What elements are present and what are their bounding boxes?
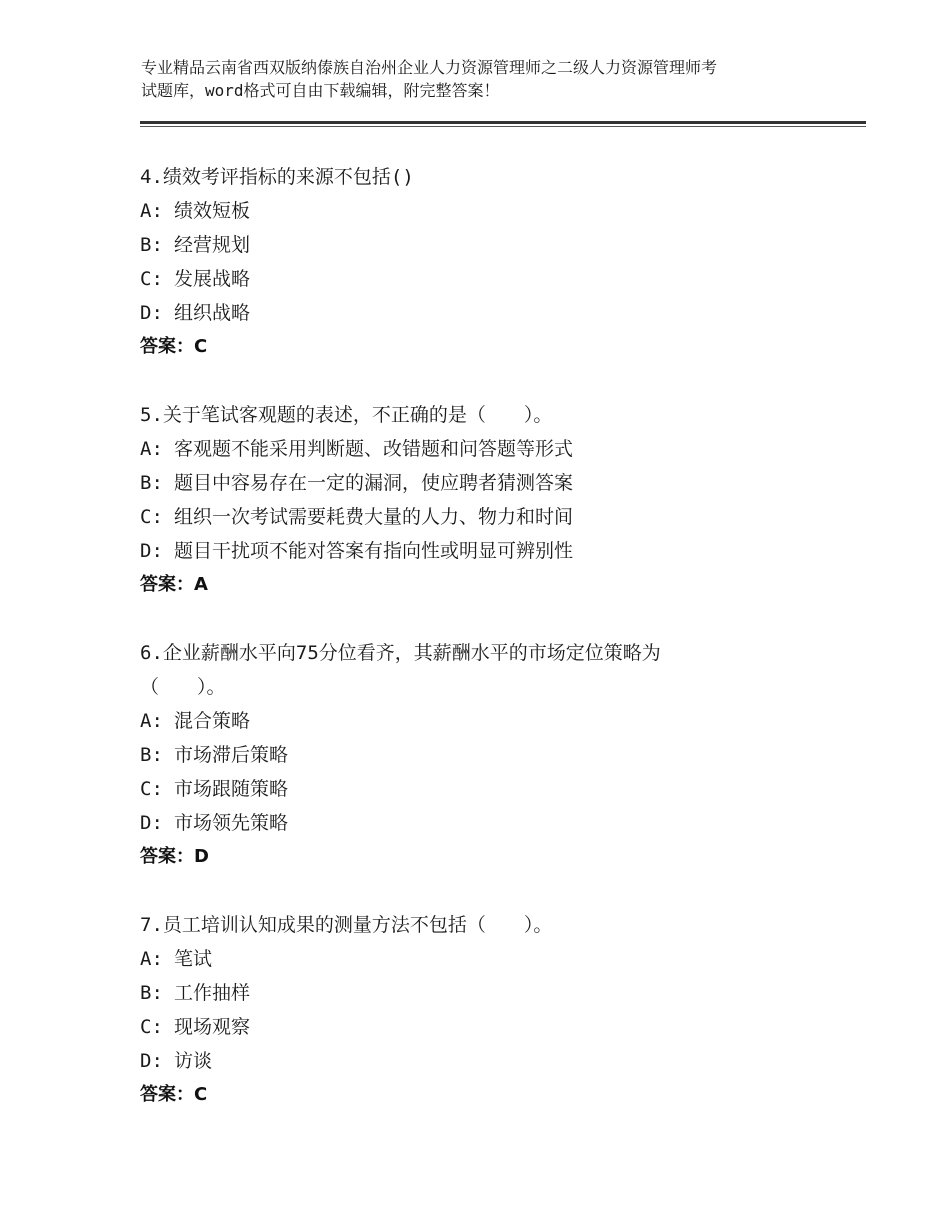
header-title-line-2: 试题库，word格式可自由下载编辑，附完整答案！	[141, 81, 500, 100]
option-text: 客观题不能采用判断题、改错题和问答题等形式	[174, 438, 574, 460]
option-text: 题目中容易存在一定的漏洞，使应聘者猜测答案	[174, 472, 574, 494]
option-letter: B:	[140, 472, 163, 494]
option-letter: C:	[140, 506, 163, 528]
question-4	[140, 160, 870, 364]
option-letter: D:	[140, 812, 163, 834]
option-letter: A:	[140, 438, 163, 460]
header-divider-thick	[140, 121, 866, 124]
option-text: 市场滞后策略	[174, 744, 289, 766]
answer-label: 答案：C	[140, 336, 208, 357]
option-letter: B:	[140, 982, 163, 1004]
option-letter: A:	[140, 948, 163, 970]
question-stem: 7.员工培训认知成果的测量方法不包括（ ）。	[140, 914, 553, 936]
option-letter: B:	[140, 234, 163, 256]
option-letter: C:	[140, 778, 163, 800]
answer-label: 答案：D	[140, 846, 209, 867]
option-a	[140, 432, 870, 466]
question-list	[140, 160, 870, 1146]
question-stem: 4.绩效考评指标的来源不包括()	[140, 166, 414, 188]
option-letter: A:	[140, 200, 163, 222]
option-a	[140, 704, 870, 738]
option-text: 访谈	[174, 1050, 213, 1072]
option-text: 发展战略	[174, 268, 251, 290]
option-d	[140, 1044, 870, 1078]
option-c	[140, 1010, 870, 1044]
option-text: 题目干扰项不能对答案有指向性或明显可辨别性	[174, 540, 574, 562]
option-text: 笔试	[174, 948, 213, 970]
question-stem: 5.关于笔试客观题的表述，不正确的是（ ）。	[140, 404, 553, 426]
option-letter: B:	[140, 744, 163, 766]
header-divider-thin	[140, 126, 866, 127]
option-b	[140, 738, 870, 772]
answer-label: 答案：A	[140, 574, 208, 595]
option-c	[140, 500, 870, 534]
option-a	[140, 194, 870, 228]
option-b	[140, 466, 870, 500]
option-letter: C:	[140, 268, 163, 290]
question-6	[140, 636, 870, 874]
question-stem: 6.企业薪酬水平向75分位看齐，其薪酬水平的市场定位策略为（ ）。	[140, 642, 661, 698]
option-letter: D:	[140, 540, 163, 562]
option-text: 组织一次考试需要耗费大量的人力、物力和时间	[174, 506, 574, 528]
option-c	[140, 772, 870, 806]
option-d	[140, 534, 870, 568]
option-d	[140, 296, 870, 330]
option-b	[140, 976, 870, 1010]
option-text: 现场观察	[174, 1016, 251, 1038]
question-5	[140, 398, 870, 602]
option-text: 组织战略	[174, 302, 251, 324]
option-text: 工作抽样	[174, 982, 251, 1004]
option-text: 经营规划	[174, 234, 251, 256]
answer-label: 答案：C	[140, 1084, 208, 1105]
document-header	[141, 56, 831, 102]
option-letter: C:	[140, 1016, 163, 1038]
option-d	[140, 806, 870, 840]
option-a	[140, 942, 870, 976]
header-title-line-1: 专业精品云南省西双版纳傣族自治州企业人力资源管理师之二级人力资源管理师考	[141, 58, 718, 77]
question-7	[140, 908, 870, 1112]
option-b	[140, 228, 870, 262]
option-c	[140, 262, 870, 296]
option-text: 市场跟随策略	[174, 778, 289, 800]
option-text: 市场领先策略	[174, 812, 289, 834]
option-letter: D:	[140, 302, 163, 324]
option-text: 绩效短板	[174, 200, 251, 222]
option-letter: D:	[140, 1050, 163, 1072]
option-letter: A:	[140, 710, 163, 732]
option-text: 混合策略	[174, 710, 251, 732]
